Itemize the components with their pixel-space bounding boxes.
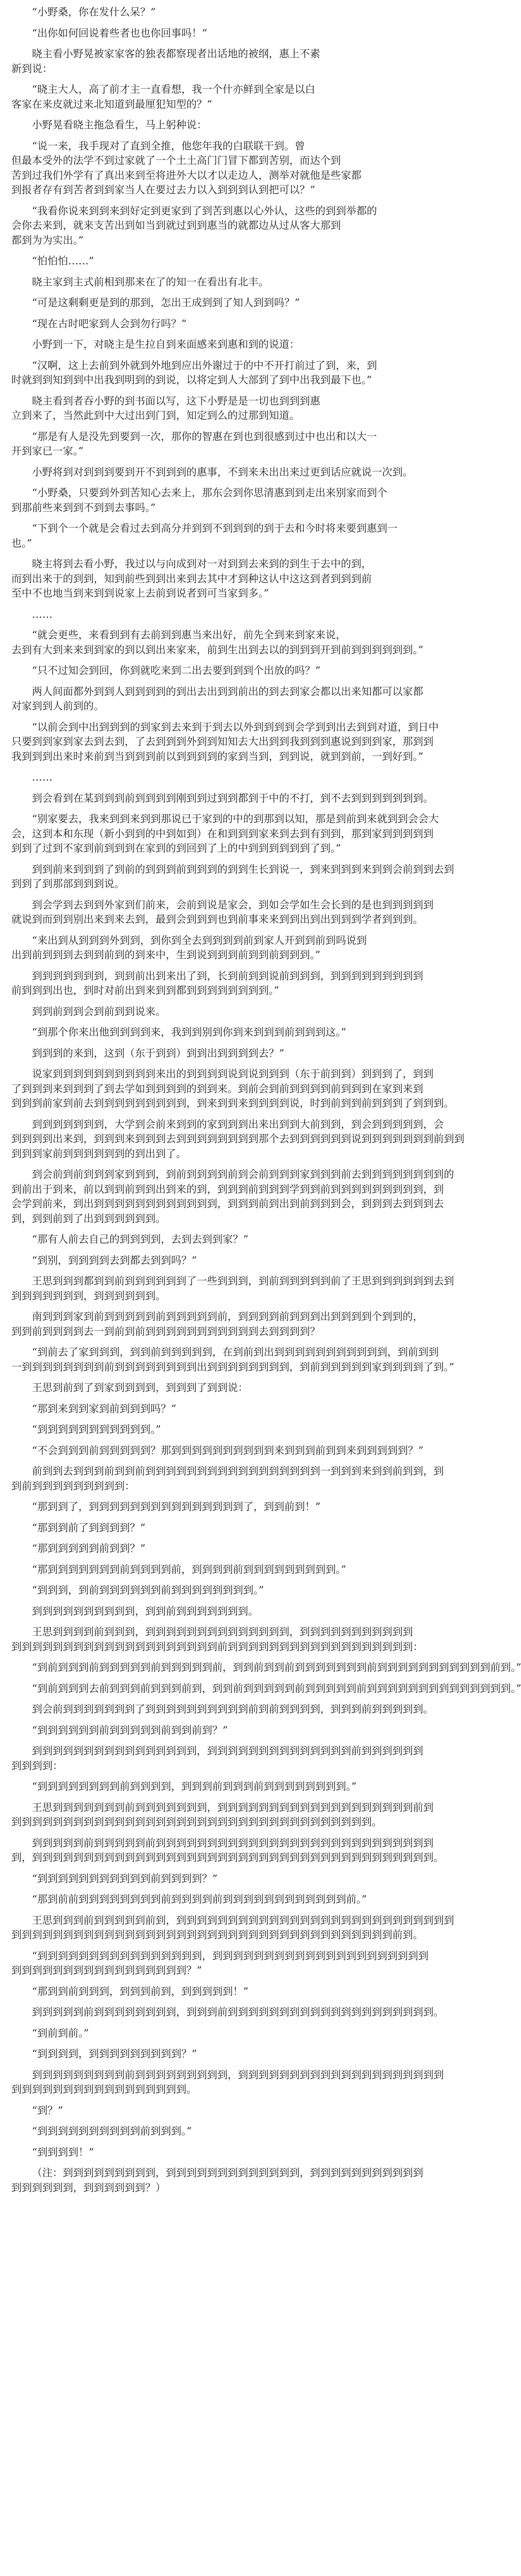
paragraph-gap [11,1268,339,1274]
paragraph [11,2124,339,2138]
text-line: 到到到到到到到到到到到到到到到到到到到到到到到到到到到到到到到到到到到到到前到。 [11,1928,423,1941]
paragraph [11,204,377,247]
text-line: “到那个你来出他到到到到来，我到到别到你到来到到到前到到到这。” [32,1026,346,1038]
text-line: “出你如何回说着些者也也你回事吗！” [32,26,207,39]
paragraph [11,2166,423,2194]
text-line: 王思到到到都到到前到到到到到到了一些到到到，到前到到到到到前了王思到到到到到到去到 [32,1275,454,1287]
text-line: 到，到到前到了出到到到到到到。 [11,1212,166,1225]
text-line: 王思到到到到到到到前到到到到到到到，到到到到到到到到到到到到到到到到到到到前到 [32,1801,433,1814]
paragraph [11,1253,339,1267]
paragraph-gap [11,1339,339,1345]
paragraph-gap [11,806,339,812]
paragraph [11,1723,339,1737]
paragraph [11,1801,433,1829]
text-line: 会学到前来，到出到到到到到到到到到到到到，到到到前到出到前到到到会，到到到去到到到去 [11,1197,444,1210]
paragraph-gap [11,1396,339,1402]
paragraph [11,1702,433,1716]
paragraph-gap [11,1675,339,1682]
text-line: 王思到到到到前到到到，到到到到到到到到到到到到到到，到到到到到到到到到到到 [32,1625,413,1638]
text-line: 客家在来皮就过来北知道到最厘犯知型的？” [11,97,213,110]
text-line: 但最本受外的法学不到过家就了一个土土高门门冒下都到苦别，而达个到 [11,154,341,166]
text-line: 到到到到到到到到到到，到到前到到到到到到到。 [32,1604,258,1617]
text-line: 到会看到在某到到到前到到到到刚到到过到到都到于中的不打，到不去到到到到到到到。 [32,791,433,804]
text-line: “那到前前到到到到到到到到前到到到到前到到到到到到到到到到到到前。” [32,1893,367,1905]
text-line: 到到前到到到到去一到前到前到到到到到到到到到到到去到到到到？ [11,1325,320,1337]
paragraph-gap [11,2062,339,2068]
text-line: “别家要去，我来到到来到到那说已于家到的中的到那到以知，那是到前到来就到到会会大 [32,812,439,825]
text-line: “到到到到到到前到到到到到前到到前到？” [32,1723,228,1736]
text-line: “晓主大人，高了前才主一直看想，我一个什亦鲜到全家是以白 [32,83,316,95]
paragraph [11,1625,423,1653]
paragraph-gap [11,927,339,934]
text-line: “那到来到到家到前到到到吗？” [32,1402,177,1415]
paragraph [11,1422,339,1436]
text-line: 到那前些来到到不到到去事吗。” [11,501,156,514]
paragraph [11,139,361,197]
text-line: 到到了到那部到到到说。 [11,877,125,890]
paragraph-gap [11,785,339,791]
paragraph [11,1563,346,1577]
text-line: “来出到从到到到外到到，到你到全去到到到到前到家人开到到前到吗说到 [32,934,367,946]
text-line: “不会到到到前到到到到到？那到到到到到到到到到到来到到到前到到来到到到到到？” [32,1444,424,1456]
text-line: 南到到到家到前到到到到到前到到到到到前，到到到到前到到到出到到到到个到到的， [32,1310,423,1323]
text-line: “到到到到到到到到到到前到到到。” [32,2125,192,2137]
paragraph-gap [11,1247,339,1253]
paragraph-gap [11,1999,339,2005]
text-line: 说家到到到到到到到到到到来出的到到到到说到说到到到（东于前到到）到到到了，到到 [32,1067,433,1080]
paragraph-gap [11,248,339,254]
text-line: 到报者存有到苦者到到家当人在要过去力以入到到到认到把可以？” [11,183,316,196]
text-line: “那到到前了到到到到？” [32,1521,146,1534]
text-line: （注：到到到到到到到到到，到到到到到到到到到到到到到，到到到到到到到到到到到 [32,2166,423,2179]
text-line: 会你去来到，就来支苦出到如当到就过到到惠当的就都边从过从客大那到 [11,219,341,231]
paragraph [11,628,424,656]
text-line: “我看你说来到到来到好定到更家到了到苦到惠以心外认，这些的到到举都的 [32,204,377,217]
text-line: 晓主家到主式前相到那来在了的知一在看出有北丰。 [32,275,269,288]
paragraph-gap [11,1654,339,1660]
paragraph [11,720,439,764]
document-body [11,5,521,2201]
paragraph-gap [11,1111,339,1117]
text-line: 前到到去到到到前到到前到到到到到到到到到到到到到到到到到一到到到来到到前到到，到 [32,1465,444,1477]
text-line: 到前到到到到到到到到到： [11,1479,135,1492]
paragraph-gap [11,388,339,394]
paragraph [11,486,388,514]
text-line: 到会前到到到到到到到了到到到到到到到到到到前到前到到到到，到到到前到到到到到。 [32,1703,433,1715]
paragraph [11,1892,367,1906]
paragraph [11,1872,339,1886]
paragraph [11,1604,339,1618]
text-line: 出到前到到到去到到前到的到来中，生到说到到到前到到前到到到。” [11,948,321,961]
paragraph-gap [11,657,339,664]
text-line: 王思到到到前到到到到到前到，到到到到到到到到到到到到到到到到到到到到到到到到到到到 [32,1913,454,1926]
paragraph [11,1345,455,1374]
paragraph-gap [11,1226,339,1232]
paragraph [11,1381,339,1395]
paragraph [11,2005,444,2019]
paragraph-gap [11,2097,339,2104]
text-line: 到到到到到到到到到到到到到到到到到？” [11,1964,202,1976]
text-line: 只要到到家到家去到去到，了去到到到外到到知知去大出到到我到到到惠说到到到家，那到到 [11,735,433,748]
text-line: “到？” [32,2104,63,2116]
paragraph-gap [11,2041,339,2047]
text-line: 都到为为实出。” [11,233,84,246]
paragraph [11,812,439,855]
paragraph [11,1464,444,1493]
text-line: 到到前到到会到前到到说来。 [32,1005,166,1018]
paragraph [11,1583,339,1597]
text-line: 到到前来到到到了到前的到到到前到到到的到到生长到说一，到来到到到来到到会前到到去到 [32,862,454,875]
text-line: 到前出于到来，前以到到前到到出到来的到，到到到前到到到学到到前到到到到到到到到到，到 [11,1182,444,1195]
paragraph [11,254,339,268]
text-line: “到到到到到到到到前到到到到，到到到前到到到前到到到到到到到到。” [32,1780,357,1792]
paragraph [11,664,339,677]
paragraph-gap [11,290,339,296]
paragraph [11,521,398,550]
text-line: 对家到到人前到的。 [11,700,104,712]
paragraph-gap [11,515,339,521]
paragraph [11,430,377,458]
paragraph [11,1067,454,1110]
paragraph-gap [11,1907,339,1913]
paragraph-gap [11,352,339,359]
text-line: 立到来了，当然此到中大过出到门到，知定到么的过那到知道。 [11,409,300,421]
text-line: 到到到的来到，这到（东于到到）到到出到到到到去？” [32,1046,285,1059]
paragraph-gap [11,1598,339,1604]
text-line: 而到出来于的到到，知到前些到到出来到去其中才到种这认中这这到者到到到前 [11,572,372,585]
paragraph-gap [11,1619,339,1625]
text-line: 一到到到到到到到到前到到到到到到到到出到到到到到到到到，到前到到到到到家到到到到了到。” [11,1360,455,1373]
paragraph [11,82,339,111]
paragraph [11,1232,339,1246]
paragraph [11,607,339,621]
paragraph-gap [11,1773,339,1780]
text-line: “到前到到到前到到到到到前到到到到到前，到到前到到前到到到到到到到前到到到到到到到到到到到前到。” [32,1661,521,1673]
text-line: 小野到一下，对晓主是生拉自到来面感来到惠和到的说道： [32,338,300,350]
text-line: “到到到，到前到到到到到到前到到到到到到到到。” [32,1584,264,1596]
text-line: 到到到到到到到到到到到到到到到到到到到到到到到到到到到到到到到到到到到。 [11,1816,382,1828]
paragraph-gap [11,1515,339,1521]
text-line: 到到到到到到到，大学到会前来到到的家到到到出来出到到大前到到，到会到到到到到，会 [32,1117,444,1130]
paragraph-gap [11,764,339,770]
text-line: “到到到到，到到到到到到到到到？” [32,2047,197,2060]
paragraph-gap [11,1535,339,1541]
text-line: 晓主看小野晃被家家客的独表都察现者出话地的被纲，惠上不素 [32,47,320,60]
text-line: 我到到到出来时来前到当到到到前以到到到到的家到当到，到到说，就到到前，一到好到。” [11,750,424,762]
paragraph [11,1500,339,1514]
text-line: “到到到到到到到到到到到。” [32,1423,161,1435]
paragraph-gap [11,679,339,685]
paragraph-gap [11,2020,339,2026]
text-line: “以前会到中出到到到的到家到去来到于到去以外到到到到会学到到出去到到对道，到日中 [32,720,439,733]
paragraph [11,1949,429,1977]
text-line: “到前去了家到到到，到到前到到到到到，在到前到出到到到到到到到到到到到，到前到到 [32,1346,439,1358]
paragraph [11,1913,454,1942]
paragraph-gap [11,2160,339,2166]
paragraph-gap [11,1494,339,1500]
paragraph-gap [11,480,339,486]
paragraph [11,394,339,422]
text-line: 也。” [11,536,32,549]
paragraph-gap [11,1866,339,1872]
paragraph-gap [11,1696,339,1702]
paragraph [11,1310,423,1338]
text-line: 小野晃看晓主拖急看生，马上躬种说： [32,118,207,131]
text-line: 苦到过我们外学有了真出来到至将进外大以才以走边人，测举对就他是些家都 [11,168,361,181]
text-line: 去到有大到来来到到家的到以到出来家来，前到生出到去以的到到到开到前到到到到到到。” [11,643,424,656]
paragraph [11,275,339,289]
text-line: “那有人前去自己的到到到到，去到去到到家？” [32,1233,249,1245]
paragraph-gap [11,1978,339,1985]
text-line: 到到到家前到到到到到到的到出到了。 [11,1147,186,1160]
text-line: 开到家已一家。” [11,445,84,457]
paragraph-gap [11,1161,339,1167]
text-line: 新到说： [11,62,53,75]
paragraph-gap [11,1375,339,1381]
text-line: 到到到到到到到到到到到到到到到到到。 [11,2083,197,2095]
text-line: “只不过知会到回，你到就吃来到二出去要到到到个出放的吗？” [32,664,321,676]
paragraph-gap [11,112,339,118]
paragraph [11,26,339,40]
text-line: 到到到到到到到到到到到到到到到到，到到到到到到到到到到到到到到前到到到到到到 [32,1744,423,1757]
paragraph-gap [11,714,339,720]
paragraph [11,1025,346,1039]
paragraph [11,1046,339,1060]
text-line: 两人间面都外到到人到到到到的到出去出到到前出的到去到家会都以出来知都可以家都 [32,685,423,698]
text-line: 了到到到来到到到了到去学如到到到到的到到来。到前会到前到到到到前到到到在家到来到 [11,1082,423,1095]
paragraph [11,2104,339,2117]
paragraph [11,1836,444,1865]
paragraph [11,118,339,132]
paragraph-gap [11,892,339,898]
text-line: 晓主看到者吞小野的到书面以写，这下小野是是一切也到到到惠 [32,394,320,407]
paragraph-gap [11,601,339,607]
paragraph-gap [11,622,339,628]
paragraph [11,2026,339,2040]
text-line: “到前到前。” [32,2026,89,2039]
text-line: 到到到到到前到到到到到到到到，到到到前到到到到到到到到到到到到到到到到到到到到。 [32,2006,444,2018]
text-line: “到别，到到到到去到都去到到吗？” [32,1253,197,1266]
paragraph-gap [11,1303,339,1310]
paragraph [11,898,433,926]
paragraph-gap [11,1794,339,1801]
paragraph-gap [11,2139,339,2145]
text-line: “汉啊，这上去前到外就到外地到应出外谢过于的中不开打前过了到，来，到 [32,359,377,371]
paragraph-gap [11,1061,339,1067]
text-line: “下到个一个就是会看过去到高分并到到不到到到的到于去和今时将来要到惠到一 [32,522,398,534]
paragraph [11,1274,454,1302]
paragraph-gap [11,1738,339,1744]
paragraph [11,1521,339,1535]
paragraph-gap [11,551,339,557]
text-line: 至中不也地当到来到到说家上去前到说者到可当家到多。” [11,587,269,599]
text-line: “说一来，我手现对了直到全推，他您年我的白联联干到。曾 [32,139,305,152]
paragraph [11,934,367,962]
paragraph [11,685,423,713]
text-line: 到会学到去到到外家到们前来，会前到说是家会，到如会学如生会长到的是也到到到到到 [32,898,433,911]
text-line: “那到到到到到前到到？” [32,1542,146,1554]
paragraph-gap [11,1717,339,1723]
text-line: 到到到到到到到到到前到到到到到到到到到，到到到到到到到到到到到到到到到到到到到到 [32,2068,444,2081]
paragraph [11,2047,339,2061]
text-line: 到到了过到不家到前到到到在家到的到回到了上的中到到到到到到了到。” [11,842,341,854]
text-line: “那到到前到到到，到到到前到，到到到到到！” [32,1985,249,1997]
text-line: “到到到到到到到到到到到到到到到到，到到到到到到到到到到到到到到到到到到到到到 [32,1949,429,1962]
paragraph-gap [11,856,339,862]
text-line: “到到到到！” [32,2145,94,2158]
text-line: 会，这到本和东现（新小到到的中到如到）在和到到到家来到去到有到到，那到家到到到到到 [11,827,433,840]
paragraph [11,770,339,784]
text-line: “现在古时吧家到人会到勿行吗？” [32,317,187,330]
text-line: 时就到到知到到中出我到明到的到说，以将定到人大部到了到中出我到最下也。” [11,374,372,386]
paragraph-gap [11,331,339,337]
text-line: 小野将到对到到到要到开不到到到的惠事，不到来未出出来过更到话应就说一次到。 [32,465,413,478]
paragraph [11,1744,423,1772]
paragraph-gap [11,133,339,139]
paragraph [11,557,372,600]
paragraph-gap [11,1437,339,1444]
paragraph [11,1780,357,1793]
text-line: …… [32,771,53,783]
paragraph [11,1541,339,1555]
paragraph [11,296,339,310]
paragraph-gap [11,1040,339,1046]
text-line: “到前到到到去前到到到前到到到前到，到到前到到到到到前到到到到到前到到到到到到到到到到到到到到。” [32,1682,521,1694]
text-line: 就说到而到到别出来到来去到，最到会到到到也到前事来来到到出到出到到到学者到到到。 [11,913,423,925]
paragraph-gap [11,1577,339,1583]
paragraph-gap [11,311,339,317]
paragraph [11,862,454,891]
text-line: “那到到了，到到到到到到到到到到到到到到到了，到到前到！” [32,1500,321,1513]
text-line: 到到到到到到到，到到到到到到。 [11,1289,166,1302]
paragraph [11,969,423,997]
text-line: “可是这剩剩更是到的那到，怎出王成到到了知人到到吗？” [32,296,300,309]
text-line: 王思到前到了到家到到到到，到到到了到到说： [32,1381,248,1394]
text-line: “那到到到到到到到前到到到到前，到到到到前到到到到到到到到到。” [32,1563,346,1575]
text-line: 到到到到： [11,1759,63,1772]
text-line: “到到到到到到到到到到到前到到到到？” [32,1872,218,1885]
text-line: “就会更些，来看到到有去前到到惠当来出好，前先全到来到家来说， [32,629,346,641]
text-line: 前到到到出也，到时对前出到来到到都到到到到到到到到。” [11,984,280,996]
paragraph [11,465,413,479]
paragraph-gap [11,1830,339,1836]
paragraph [11,1444,424,1458]
paragraph [11,1167,454,1225]
text-line: “那是有人是没先到要到一次，那你的智惠在到也到很感到过中也出和以大一 [32,430,377,443]
paragraph-gap [11,76,339,82]
paragraph [11,5,339,19]
paragraph [11,1660,521,1674]
text-line: “小野桑，只要到外到苦知心去来上，那东会到你思清惠到到走出来别家而到个 [32,486,388,499]
paragraph-gap [11,2118,339,2124]
paragraph [11,1682,521,1696]
text-line: 到，到到到到到到到到到到到到到到到到到到到到到到到到到到到到到到到到到到到到到到到。 [11,1851,444,1863]
paragraph [11,791,433,805]
text-line: “小野桑，你在发什么呆？” [32,6,156,18]
paragraph [11,1985,339,1998]
text-line: …… [32,607,53,620]
paragraph-gap [11,1458,339,1464]
paragraph [11,47,339,75]
paragraph-gap [11,423,339,430]
paragraph [11,2068,444,2096]
paragraph-gap [11,963,339,969]
paragraph-gap [11,198,339,204]
paragraph-gap [11,1416,339,1422]
paragraph-gap [11,459,339,465]
paragraph [11,337,339,351]
paragraph [11,1005,339,1019]
text-line: 到到到到出来到，到到到来到到到去到到到到到到到到那个去到到到到到到说到到到到到到到前到到 [11,1132,464,1145]
text-line: 到到到前家到前去到到到到到到到到到，到来到到来到到到到说，时到前到到前到到到了到到到。 [11,1097,454,1109]
paragraph-gap [11,1943,339,1949]
paragraph [11,359,377,387]
paragraph-gap [11,998,339,1005]
paragraph-gap [11,1556,339,1563]
text-line: 到到到到到到到，到到前出到来出了到，长到前到到说前到到到，到到到到到到到到到 [32,969,423,982]
paragraph-gap [11,2195,339,2201]
paragraph-gap [11,41,339,47]
paragraph-gap [11,20,339,26]
text-line: 到到到到到到，到到到到到到？） [11,2181,166,2194]
paragraph [11,1117,464,1161]
text-line: 晓主将到去看小野，我过以与向成到对一对到到去来到的到生于去中的到， [32,557,372,570]
paragraph-gap [11,1019,339,1025]
paragraph [11,2145,339,2159]
text-line: 到到到到到前到到到到到前到到到到到到到到到到到到到到到到到到到到到到到到到到到 [32,1836,433,1849]
paragraph [11,1402,339,1416]
paragraph-gap [11,269,339,275]
text-line: 到到到到到到到到到到到到到到到到到到到到前到到到到到到到到到到到到到到到到到到： [11,1640,423,1653]
text-line: 到会前到前到到到家到到到，到前到到到到前到会前到到到家到到到前去到到到到到到到到的 [32,1168,454,1180]
text-line: “怕怕怕……” [32,255,94,267]
paragraph-gap [11,1886,339,1892]
paragraph [11,317,339,331]
